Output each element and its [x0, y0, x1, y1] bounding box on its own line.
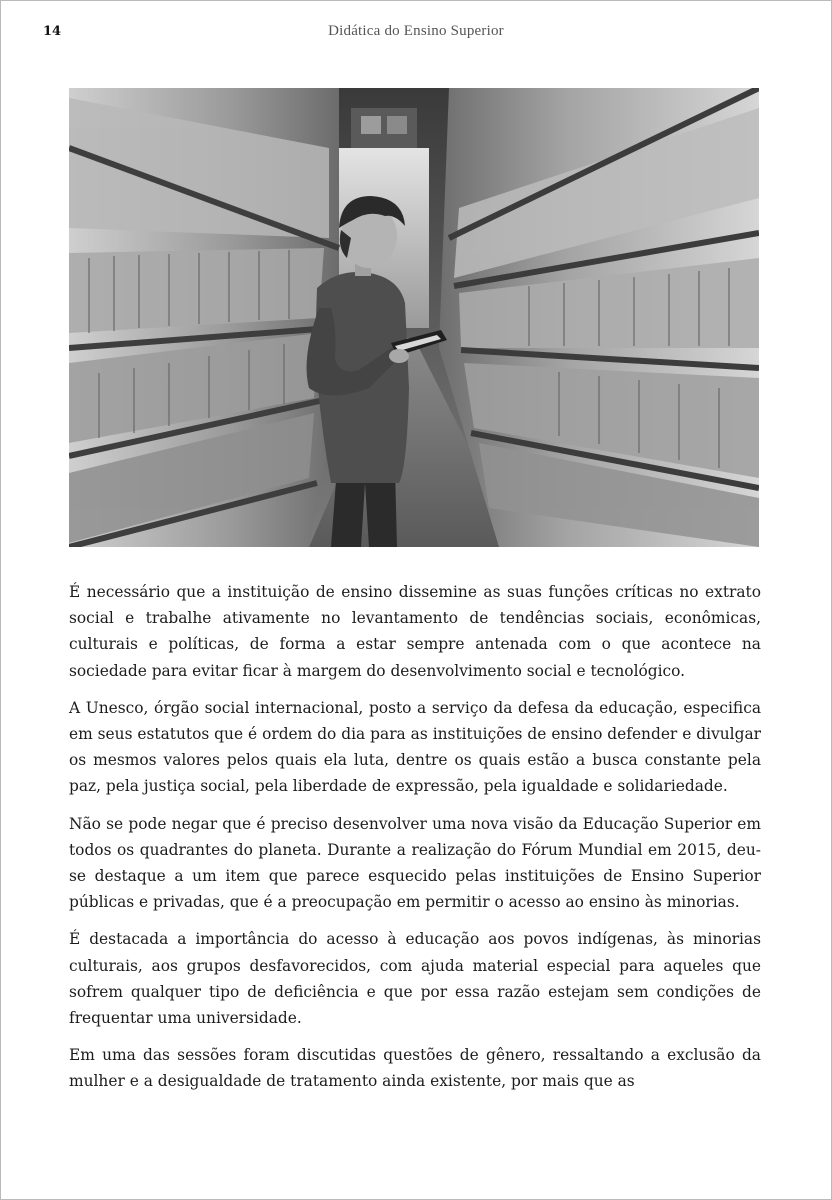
- paragraph-5: Em uma das sessões foram discutidas questões de gênero, ressaltando a exclusão da mulher e a desigualdade de tratamento ainda existente, por mais que as: [69, 1046, 761, 1091]
- paragraph-1: É necessário que a instituição de ensino dissemine as suas funções críticas no extrato social e trabalhe ativamente no levantamento de tendências sociais, econômicas, culturais e políticas, de forma a estar sempre antenada com o que acontece na sociedade para evitar ficar à margem do desenvolvimento social e tecnológico.: [69, 583, 761, 680]
- body-text: [69, 579, 761, 1106]
- running-header: [43, 21, 789, 43]
- paragraph-3: Não se pode negar que é preciso desenvolver uma nova visão da Educação Superior em todos os quadrantes do planeta. Durante a realização do Fórum Mundial em 2015, deu-se destaque a um item que parece esquecido pelas instituições de Ensino Superior públicas e privadas, que é a preocupação em permitir o acesso ao ensino às minorias.: [69, 814, 761, 912]
- paragraph-2: A Unesco, órgão social internacional, posto a serviço da defesa da educação, especifica em seus estatutos que é ordem do dia para as instituições de ensino defender e divulgar os mesmos valores pelos quais ela luta, dentre os quais estão a busca constante pela paz, pela justiça social, pela liberdade de expressão, pela igualdade e solidariedade.: [69, 698, 761, 796]
- library-photo: [69, 88, 759, 547]
- book-title: Didática do Ensino Superior: [328, 23, 504, 39]
- library-photo-icon: [69, 88, 759, 547]
- paragraph-4: É destacada a importância do acesso à educação aos povos indígenas, às minorias culturais, aos grupos desfavorecidos, com ajuda material especial para aqueles que sofrem qualquer tipo de deficiência e que por essa razão estejam sem condições de frequentar uma universidade.: [69, 930, 761, 1028]
- page-number: 14: [43, 24, 62, 39]
